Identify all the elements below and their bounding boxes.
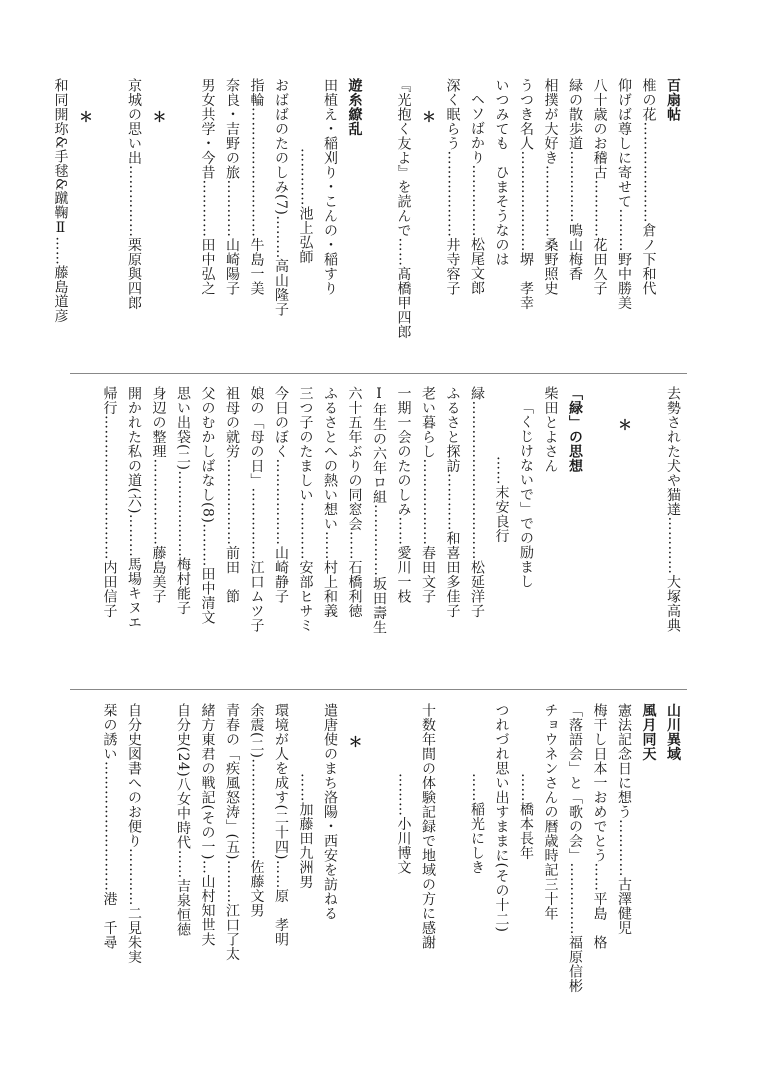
toc-entry: 十数年間の体験記録で地域の方に感謝 <box>420 703 436 950</box>
toc-entry: 京城の思い出……………栗原與四郎 <box>126 78 142 310</box>
toc-entry: ……末安良行 <box>493 456 510 543</box>
toc-entry: ヘソばかり……………松尾文郎 <box>469 92 485 295</box>
toc-entry: 「落語会」と「歌の会」……………福原信彬 <box>567 703 583 993</box>
toc-entry: 青春の「疾風怒涛」(五)………江口了太 <box>224 703 240 962</box>
toc-entry: 和同開珎&手毬&蹴鞠Ⅱ……藤島道彦 <box>52 78 69 324</box>
toc-entry: 柴田とよさん <box>542 386 559 473</box>
asterisk-separator: ＊ <box>77 110 93 125</box>
blank-line <box>171 78 196 366</box>
section-divider <box>70 689 687 690</box>
toc-entry: うつき名人…………………堺 孝幸 <box>518 78 534 310</box>
toc-entry: いつみても ひまそうなのは <box>493 78 510 267</box>
toc-entry: 三つ子のたましい…………安部ヒサミ <box>297 386 314 633</box>
toc-entry: ふるさと探訪…………和喜田多佳子 <box>444 386 461 618</box>
toc-entry: 一期一会のたのしみ……愛川一枝 <box>395 386 412 604</box>
toc-entry: 相撲が大好き……………桑野照史 <box>542 78 559 296</box>
toc-entry: ……稲光にしき <box>469 773 485 875</box>
section-heading: 「緑」の思想 <box>567 386 583 473</box>
toc-entry: 「くじけないで」での励まし <box>518 400 534 589</box>
blank-line <box>367 703 392 993</box>
toc-entry: つれづれ思い出すままに(その十二) <box>493 703 510 933</box>
toc-section-top <box>48 78 685 366</box>
section-heading: 山川異域 <box>665 703 681 761</box>
toc-entry: 六十五年ぶりの同窓会……石橋利徳 <box>346 386 363 618</box>
blank-line <box>367 78 392 366</box>
asterisk-separator: ＊ <box>346 735 363 750</box>
blank-line <box>587 386 612 680</box>
toc-entry: チョウネンさんの暦歳時記三十年 <box>542 703 559 921</box>
section-heading: 風月同天 <box>640 703 657 761</box>
toc-entry: 老い暮らし………………春田文子 <box>420 386 436 604</box>
asterisk-separator: ＊ <box>420 110 436 125</box>
toc-entry: 環境が人を成す(二十四)……原 孝明 <box>273 703 289 947</box>
toc-entry: 憲法記念日に想う…………古澤健児 <box>616 703 632 935</box>
toc-entry: 田植え・稲刈り・こんの・稲すり <box>322 78 338 296</box>
blank-line <box>636 386 661 680</box>
toc-entry: 祖母の就労………………前田 節 <box>224 386 240 604</box>
blank-line <box>97 78 122 366</box>
blank-line <box>440 703 465 993</box>
toc-entry: 『光抱く友よ』を読んで……髙橋甲四郎 <box>395 78 412 339</box>
toc-entry: …………池上弘師 <box>297 148 314 264</box>
toc-entry: 仰げば尊しに寄せて………野中勝美 <box>616 78 632 310</box>
toc-entry: 梅干し日本一おめでとう……平島 格 <box>591 703 608 950</box>
toc-entry: 八十歳のお稽古…………花田久子 <box>591 78 608 296</box>
toc-entry: 思い出袋(二)………………梅村能子 <box>175 386 191 616</box>
toc-entry: 指輪………………………牛島一美 <box>248 78 265 296</box>
section-heading: 百扇帖 <box>665 78 681 122</box>
toc-entry: 帰行…………………………内田信子 <box>101 386 118 618</box>
toc-entry: 椎の花…………………倉ノ下和代 <box>640 78 657 296</box>
toc-entry: おばばのたのしみ(7)………高山隆子 <box>273 78 289 317</box>
toc-entry: 深く眠らう………………井寺容子 <box>444 78 461 296</box>
toc-entry: 娘の「母の日」……………江口ムツ子 <box>248 386 265 633</box>
toc-section-bottom <box>97 703 685 993</box>
toc-entry: ……橋本長年 <box>518 773 534 860</box>
toc-entry: 自分史(24)八女中時代……吉泉恒徳 <box>175 703 191 937</box>
toc-entry: ……加藤田九洲男 <box>297 773 314 889</box>
toc-entry: ふるさとへの熱い想い……村上和義 <box>322 386 338 618</box>
toc-entry: 緒方東君の戦記(その一)…山村知世夫 <box>199 703 216 947</box>
toc-entry: 開かれた私の道(六)………馬場キヌエ <box>126 386 142 630</box>
toc-entry: 父のむかしばなし(8)………田中清文 <box>199 386 216 625</box>
toc-entry: 男女共学・今昔…………田中弘之 <box>199 78 216 296</box>
toc-entry: 去勢された犬や猫達…………大塚高典 <box>665 386 681 633</box>
toc-entry: 緑……………………………松延洋子 <box>469 386 485 618</box>
asterisk-separator: ＊ <box>616 418 632 433</box>
toc-entry: 今日のぼく………………山崎静子 <box>273 386 289 604</box>
blank-line <box>146 703 171 993</box>
section-heading: 遊糸繚乱 <box>346 78 363 136</box>
toc-entry: 栞の誘い………………………港 千尋 <box>101 703 118 950</box>
toc-section-middle <box>97 386 685 680</box>
toc-entry: 奈良・吉野の旅…………山崎陽子 <box>224 78 240 296</box>
toc-entry: 自分史図書へのお便り…………二見朱実 <box>126 703 142 964</box>
toc-entry: 身辺の整理………………藤島美子 <box>150 386 167 604</box>
toc-entry: Ⅰ年生の六年ロ組……………坂田壽生 <box>371 386 387 635</box>
section-divider <box>70 373 687 374</box>
toc-entry: 緑の散歩道……………鳴山梅香 <box>567 78 583 281</box>
toc-entry: 余震(二)…………………佐藤文男 <box>248 703 265 918</box>
toc-entry: ………小川博文 <box>395 773 412 875</box>
toc-entry: 遣唐使のまち洛陽・西安を訪ねる <box>322 703 338 921</box>
asterisk-separator: ＊ <box>150 110 167 125</box>
